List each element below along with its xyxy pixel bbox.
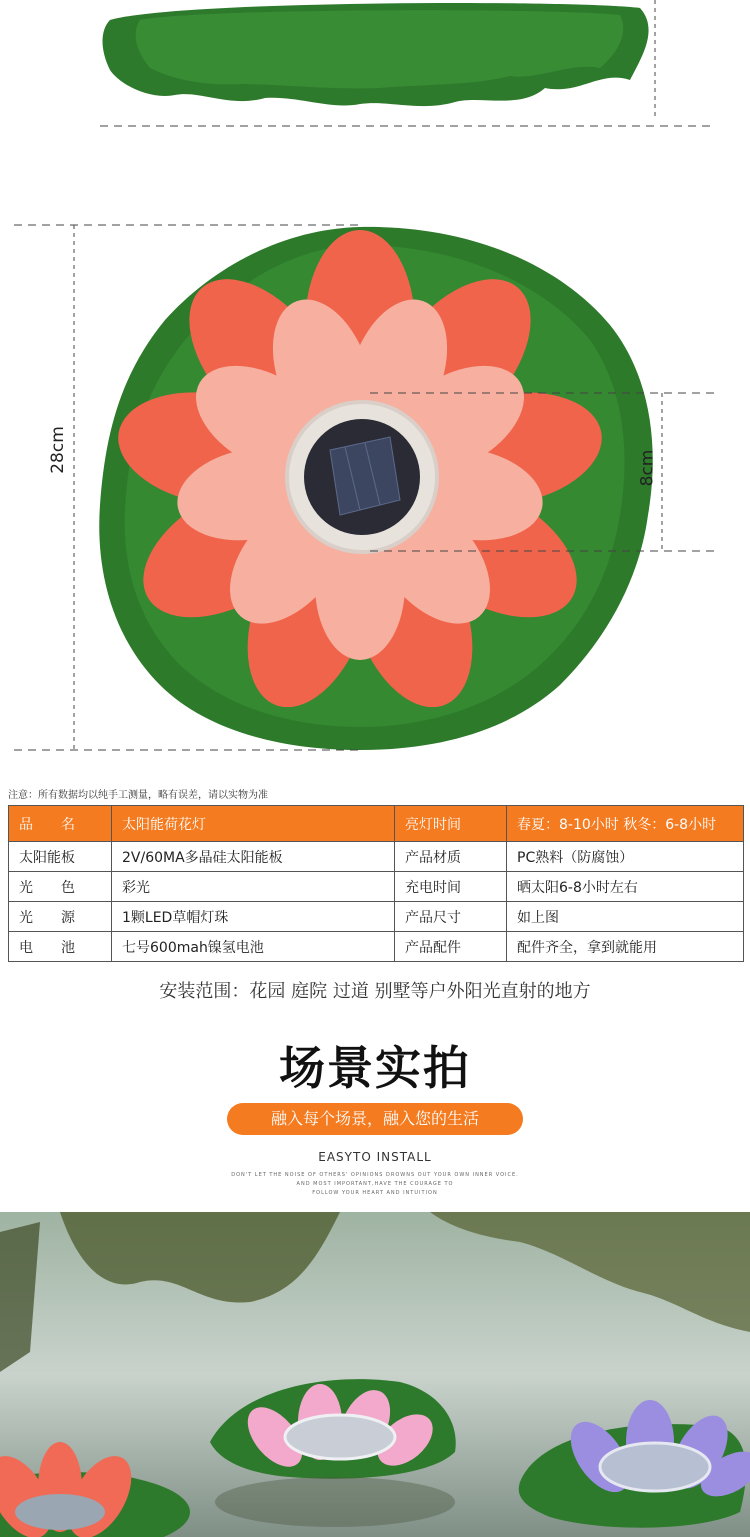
install-scope-text: 安装范围：花园 庭院 过道 别墅等户外阳光直射的地方 — [159, 981, 591, 1002]
spec-value: PC熟料（防腐蚀） — [507, 842, 744, 872]
spec-value: 2V/60MA多晶硅太阳能板 — [112, 842, 395, 872]
spec-key: 光 色 — [9, 872, 112, 902]
spec-header-cell: 春夏：8-10小时 秋冬：6-8小时 — [507, 806, 744, 842]
spec-header-row — [9, 806, 744, 842]
english-tagline-line: AND MOST IMPORTANT,HAVE THE COURAGE TO — [296, 1181, 454, 1187]
measurement-note: 注意：所有数据均以纯手工测量，略有误差，请以实物为准 — [8, 790, 268, 801]
spec-value: 1颗LED草帽灯珠 — [112, 902, 395, 932]
spec-key: 产品尺寸 — [395, 902, 507, 932]
table-row — [9, 932, 744, 962]
spec-header-cell: 太阳能荷花灯 — [112, 806, 395, 842]
section-subtitle-pill: 融入每个场景，融入您的生活 — [227, 1103, 523, 1135]
spec-value: 彩光 — [112, 872, 395, 902]
spec-value: 配件齐全，拿到就能用 — [507, 932, 744, 962]
english-tagline-line: FOLLOW YOUR HEART AND INTUITION — [312, 1190, 438, 1196]
english-title: EASYTO INSTALL — [318, 1150, 432, 1164]
english-tagline-line: DON'T LET THE NOISE OF OTHERS' OPINIONS DROWNS OUT YOUR OWN INNER VOICE. — [231, 1172, 519, 1178]
spec-table — [8, 805, 744, 962]
spec-value: 晒太阳6-8小时左右 — [507, 872, 744, 902]
overall-dimension-label: 28cm — [47, 426, 68, 474]
table-row — [9, 902, 744, 932]
spec-value: 如上图 — [507, 902, 744, 932]
spec-key: 产品配件 — [395, 932, 507, 962]
section-title: 场景实拍 — [279, 1041, 471, 1095]
table-row — [9, 842, 744, 872]
spec-key: 充电时间 — [395, 872, 507, 902]
inner-dimension-label: 8cm — [637, 449, 658, 487]
spec-key: 光 源 — [9, 902, 112, 932]
spec-key: 太阳能板 — [9, 842, 112, 872]
table-row — [9, 872, 744, 902]
leaf-top-image — [0, 0, 750, 140]
spec-header-cell: 亮灯时间 — [395, 806, 507, 842]
spec-key: 电 池 — [9, 932, 112, 962]
spec-key: 产品材质 — [395, 842, 507, 872]
scene-photo — [0, 1212, 750, 1537]
spec-value: 七号600mah镍氢电池 — [112, 932, 395, 962]
lotus-product-image — [0, 215, 750, 760]
spec-header-cell: 品 名 — [9, 806, 112, 842]
